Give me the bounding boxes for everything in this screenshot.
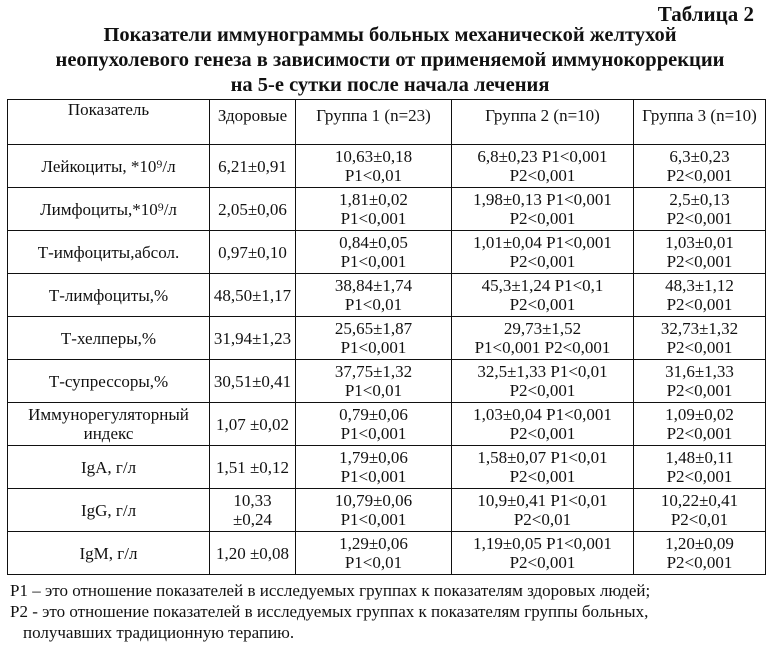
cell-line: 10,33 [233,491,272,510]
cell-line: P1<0,001 [340,510,407,529]
cell-healthy [210,532,296,575]
cell-line: 2,5±0,13 [669,190,730,209]
cell-line: 30,51±0,41 [213,371,292,391]
cell-group-3 [634,317,766,360]
cell-indicator [8,231,210,274]
cell-line: P2<0,01 [670,510,729,529]
cell-line: P2<0,001 [509,209,576,228]
cell-line: P2<0,001 [666,381,733,400]
cell-line: Лимфоциты,*10⁹/л [40,199,177,219]
cell-healthy [210,446,296,489]
footnote-p2: P2 - это отношение показателей в исследуемых группах к показателям группы больных, [10,602,649,621]
cell-group-3 [634,145,766,188]
cell-line: P1<0,01 [344,381,403,400]
cell-line: P2<0,001 [666,338,733,357]
cell-group-2 [452,188,634,231]
cell-line: P1<0,001 [340,252,407,271]
cell-line: 29,73±1,52 [503,319,582,338]
cell-group-3 [634,360,766,403]
cell-group-3 [634,274,766,317]
cell-line: IgA, г/л [80,457,137,477]
cell-line: 1,29±0,06 [339,534,408,553]
cell-indicator [8,489,210,532]
cell-line: P1<0,001 [340,424,407,443]
cell-group-2 [452,446,634,489]
cell-line: P2<0,001 [666,467,733,486]
cell-healthy [210,403,296,446]
cell-line: Лейкоциты, *10⁹/л [41,156,176,176]
cell-line: P2<0,001 [666,553,733,572]
cell-line: P2<0,001 [666,295,733,314]
cell-line: Т-лимфоциты,% [48,285,169,305]
cell-group-1 [296,188,452,231]
cell-line: 10,22±0,41 [660,491,739,510]
cell-group-2 [452,231,634,274]
cell-line: 1,81±0,02 [339,190,408,209]
cell-healthy [210,145,296,188]
cell-healthy [210,360,296,403]
cell-line: P2<0,001 [666,166,733,185]
cell-line: 6,21±0,91 [218,156,287,176]
header-indicator: Показатель [8,100,210,145]
table-row [8,231,766,274]
cell-line: 1,07 ±0,02 [215,414,290,434]
cell-line: ±0,24 [232,510,273,529]
cell-line: P1<0,01 [344,166,403,185]
cell-line: P2<0,001 [509,252,576,271]
cell-line: 1,98±0,13 P1<0,001 [473,190,612,209]
cell-group-2 [452,360,634,403]
cell-line: 32,5±1,33 P1<0,01 [477,362,608,381]
cell-group-2 [452,532,634,575]
header-healthy: Здоровые [210,100,296,145]
cell-line: 45,3±1,24 P1<0,1 [481,276,604,295]
cell-line: P1<0,001 [340,467,407,486]
table-title [0,23,780,98]
cell-group-1 [296,360,452,403]
cell-indicator [8,532,210,575]
cell-line: 0,97±0,10 [218,242,287,262]
cell-line: 38,84±1,74 [334,276,413,295]
cell-group-1 [296,446,452,489]
cell-group-3 [634,188,766,231]
cell-line: 48,3±1,12 [665,276,734,295]
cell-indicator [8,317,210,360]
table-row [8,403,766,446]
cell-group-2 [452,489,634,532]
table-row [8,360,766,403]
cell-group-2 [452,274,634,317]
cell-healthy [210,317,296,360]
cell-line: 37,75±1,32 [334,362,413,381]
cell-healthy [210,231,296,274]
cell-line: P1<0,01 [344,295,403,314]
cell-indicator [8,446,210,489]
cell-line: P2<0,001 [666,209,733,228]
cell-line: 10,63±0,18 [334,147,413,166]
cell-line: P2<0,001 [509,295,576,314]
cell-indicator [8,360,210,403]
cell-group-1 [296,145,452,188]
cell-line: 1,03±0,04 P1<0,001 [473,405,612,424]
cell-line: P1<0,001 [340,209,407,228]
cell-group-1 [296,231,452,274]
cell-line: 31,6±1,33 [665,362,734,381]
cell-line: 0,79±0,06 [339,405,408,424]
table-row [8,317,766,360]
cell-line: IgM, г/л [79,543,138,563]
title-line: неопухолевого генеза в зависимости от применяемой иммунокоррекции [55,49,725,71]
cell-line: 1,51 ±0,12 [215,457,290,477]
table-row [8,532,766,575]
cell-group-3 [634,403,766,446]
cell-group-1 [296,274,452,317]
cell-line: Т-имфоциты,абсол. [37,242,180,262]
cell-group-2 [452,403,634,446]
cell-group-3 [634,231,766,274]
cell-line: 10,79±0,06 [334,491,413,510]
cell-line: 1,03±0,01 [665,233,734,252]
cell-group-1 [296,317,452,360]
cell-line: 1,20 ±0,08 [215,543,290,563]
cell-line: P2<0,001 [666,252,733,271]
cell-group-1 [296,489,452,532]
cell-line: P2<0,001 [509,467,576,486]
cell-line: P1<0,001 [340,338,407,357]
cell-line: Т-хелперы,% [60,328,157,348]
table-row [8,489,766,532]
cell-indicator [8,145,210,188]
footnote-p2-cont: получавших традиционную терапию. [23,623,295,642]
cell-line: P2<0,001 [666,424,733,443]
header-group-1: Группа 1 (n=23) [296,100,452,145]
cell-group-1 [296,403,452,446]
cell-line: P1<0,001 P2<0,001 [474,338,611,357]
cell-group-2 [452,145,634,188]
header-row [8,100,766,145]
cell-line: P2<0,001 [509,424,576,443]
cell-group-3 [634,446,766,489]
cell-indicator [8,403,210,446]
cell-line: IgG, г/л [80,500,137,520]
cell-line: 6,3±0,23 [669,147,730,166]
cell-healthy [210,489,296,532]
table-row [8,188,766,231]
cell-line: 10,9±0,41 P1<0,01 [477,491,608,510]
footnote-p1: P1 – это отношение показателей в исследуемых группах к показателям здоровых людей; [10,581,651,600]
cell-line: P1<0,01 [344,553,403,572]
cell-line: 1,20±0,09 [665,534,734,553]
cell-line: P2<0,001 [509,166,576,185]
cell-line: 1,48±0,11 [665,448,734,467]
cell-line: 31,94±1,23 [213,328,292,348]
cell-line: Т-супрессоры,% [48,371,169,391]
cell-line: 32,73±1,32 [660,319,739,338]
title-line: Показатели иммунограммы больных механической желтухой [103,24,677,46]
cell-line: 1,58±0,07 P1<0,01 [477,448,608,467]
cell-indicator [8,274,210,317]
cell-indicator [8,188,210,231]
cell-line: 1,79±0,06 [339,448,408,467]
cell-line: 2,05±0,06 [218,199,287,219]
cell-healthy [210,188,296,231]
header-group-2: Группа 2 (n=10) [452,100,634,145]
cell-line: 25,65±1,87 [334,319,413,338]
header-group-3: Группа 3 (n=10) [634,100,766,145]
cell-line: P2<0,001 [509,381,576,400]
cell-line: индекс [83,424,134,443]
cell-group-3 [634,532,766,575]
footnotes [10,580,775,643]
table-row [8,274,766,317]
table-row [8,446,766,489]
cell-line: 48,50±1,17 [213,285,292,305]
table-body [8,145,766,575]
cell-line: 6,8±0,23 P1<0,001 [477,147,608,166]
cell-line: P2<0,01 [513,510,572,529]
cell-healthy [210,274,296,317]
cell-line: P2<0,001 [509,553,576,572]
cell-line: 1,01±0,04 P1<0,001 [473,233,612,252]
cell-group-1 [296,532,452,575]
cell-group-3 [634,489,766,532]
cell-line: Иммунорегуляторный [28,405,189,424]
cell-line: 0,84±0,05 [339,233,408,252]
immunogram-table [7,99,766,575]
cell-group-2 [452,317,634,360]
cell-line: 1,19±0,05 P1<0,001 [473,534,612,553]
title-line: на 5-е сутки после начала лечения [230,74,550,96]
table-row [8,145,766,188]
cell-line: 1,09±0,02 [665,405,734,424]
table-label: Таблица 2 [657,2,754,26]
